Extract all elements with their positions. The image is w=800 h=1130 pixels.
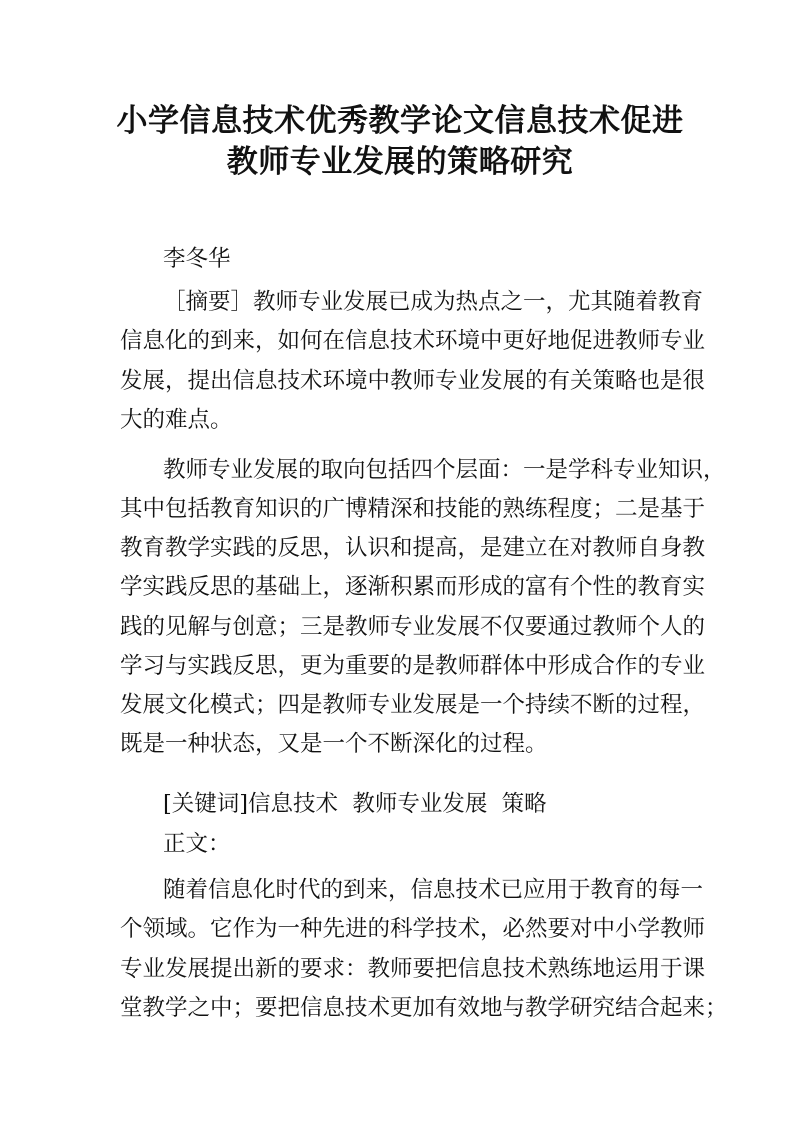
paragraph-line: 其中包括教育知识的广博精深和技能的熟练程度；二是基于 — [120, 496, 706, 522]
paragraph-line: 堂教学之中；要把信息技术更加有效地与教学研究结合起来； — [120, 995, 728, 1021]
abstract-line: 大的难点。 — [120, 407, 233, 433]
paragraph-line: 随着信息化时代的到来，信息技术已应用于教育的每一 — [163, 877, 704, 903]
paragraph-line: 学实践反思的基础上，逐渐积累而形成的富有个性的教育实 — [120, 574, 706, 600]
paragraph-line: 教育教学实践的反思，认识和提高，是建立在对教师自身教 — [120, 535, 706, 561]
paragraph-line: 既是一种状态，又是一个不断深化的过程。 — [120, 731, 548, 757]
abstract-line: 信息化的到来，如何在信息技术环境中更好地促进教师专业 — [120, 328, 706, 354]
paragraph-line: 学习与实践反思，更为重要的是教师群体中形成合作的专业 — [120, 653, 706, 679]
paragraph-line: 践的见解与创意；三是教师专业发展不仅要通过教师个人的 — [120, 614, 706, 640]
abstract-line: ［摘要］教师专业发展已成为热点之一，尤其随着教育 — [163, 289, 704, 315]
paragraph-line: 个领域。它作为一种先进的科学技术，必然要对中小学教师 — [120, 916, 706, 942]
body-label: 正文： — [163, 831, 231, 857]
document-title-line-1: 小学信息技术优秀教学论文信息技术促进 — [116, 103, 684, 139]
abstract-line: 发展，提出信息技术环境中教师专业发展的有关策略也是很 — [120, 368, 706, 394]
paragraph-line: 教师专业发展的取向包括四个层面：一是学科专业知识， — [163, 457, 726, 483]
paragraph-line: 专业发展提出新的要求：教师要把信息技术熟练地运用于课 — [120, 956, 706, 982]
document-title-line-2: 教师专业发展的策略研究 — [226, 144, 574, 180]
keywords-line: [关键词]信息技术 教师专业发展 策略 — [163, 791, 547, 817]
paragraph-line: 发展文化模式；四是教师专业发展是一个持续不断的过程， — [120, 692, 706, 718]
author-name: 李冬华 — [163, 246, 231, 272]
